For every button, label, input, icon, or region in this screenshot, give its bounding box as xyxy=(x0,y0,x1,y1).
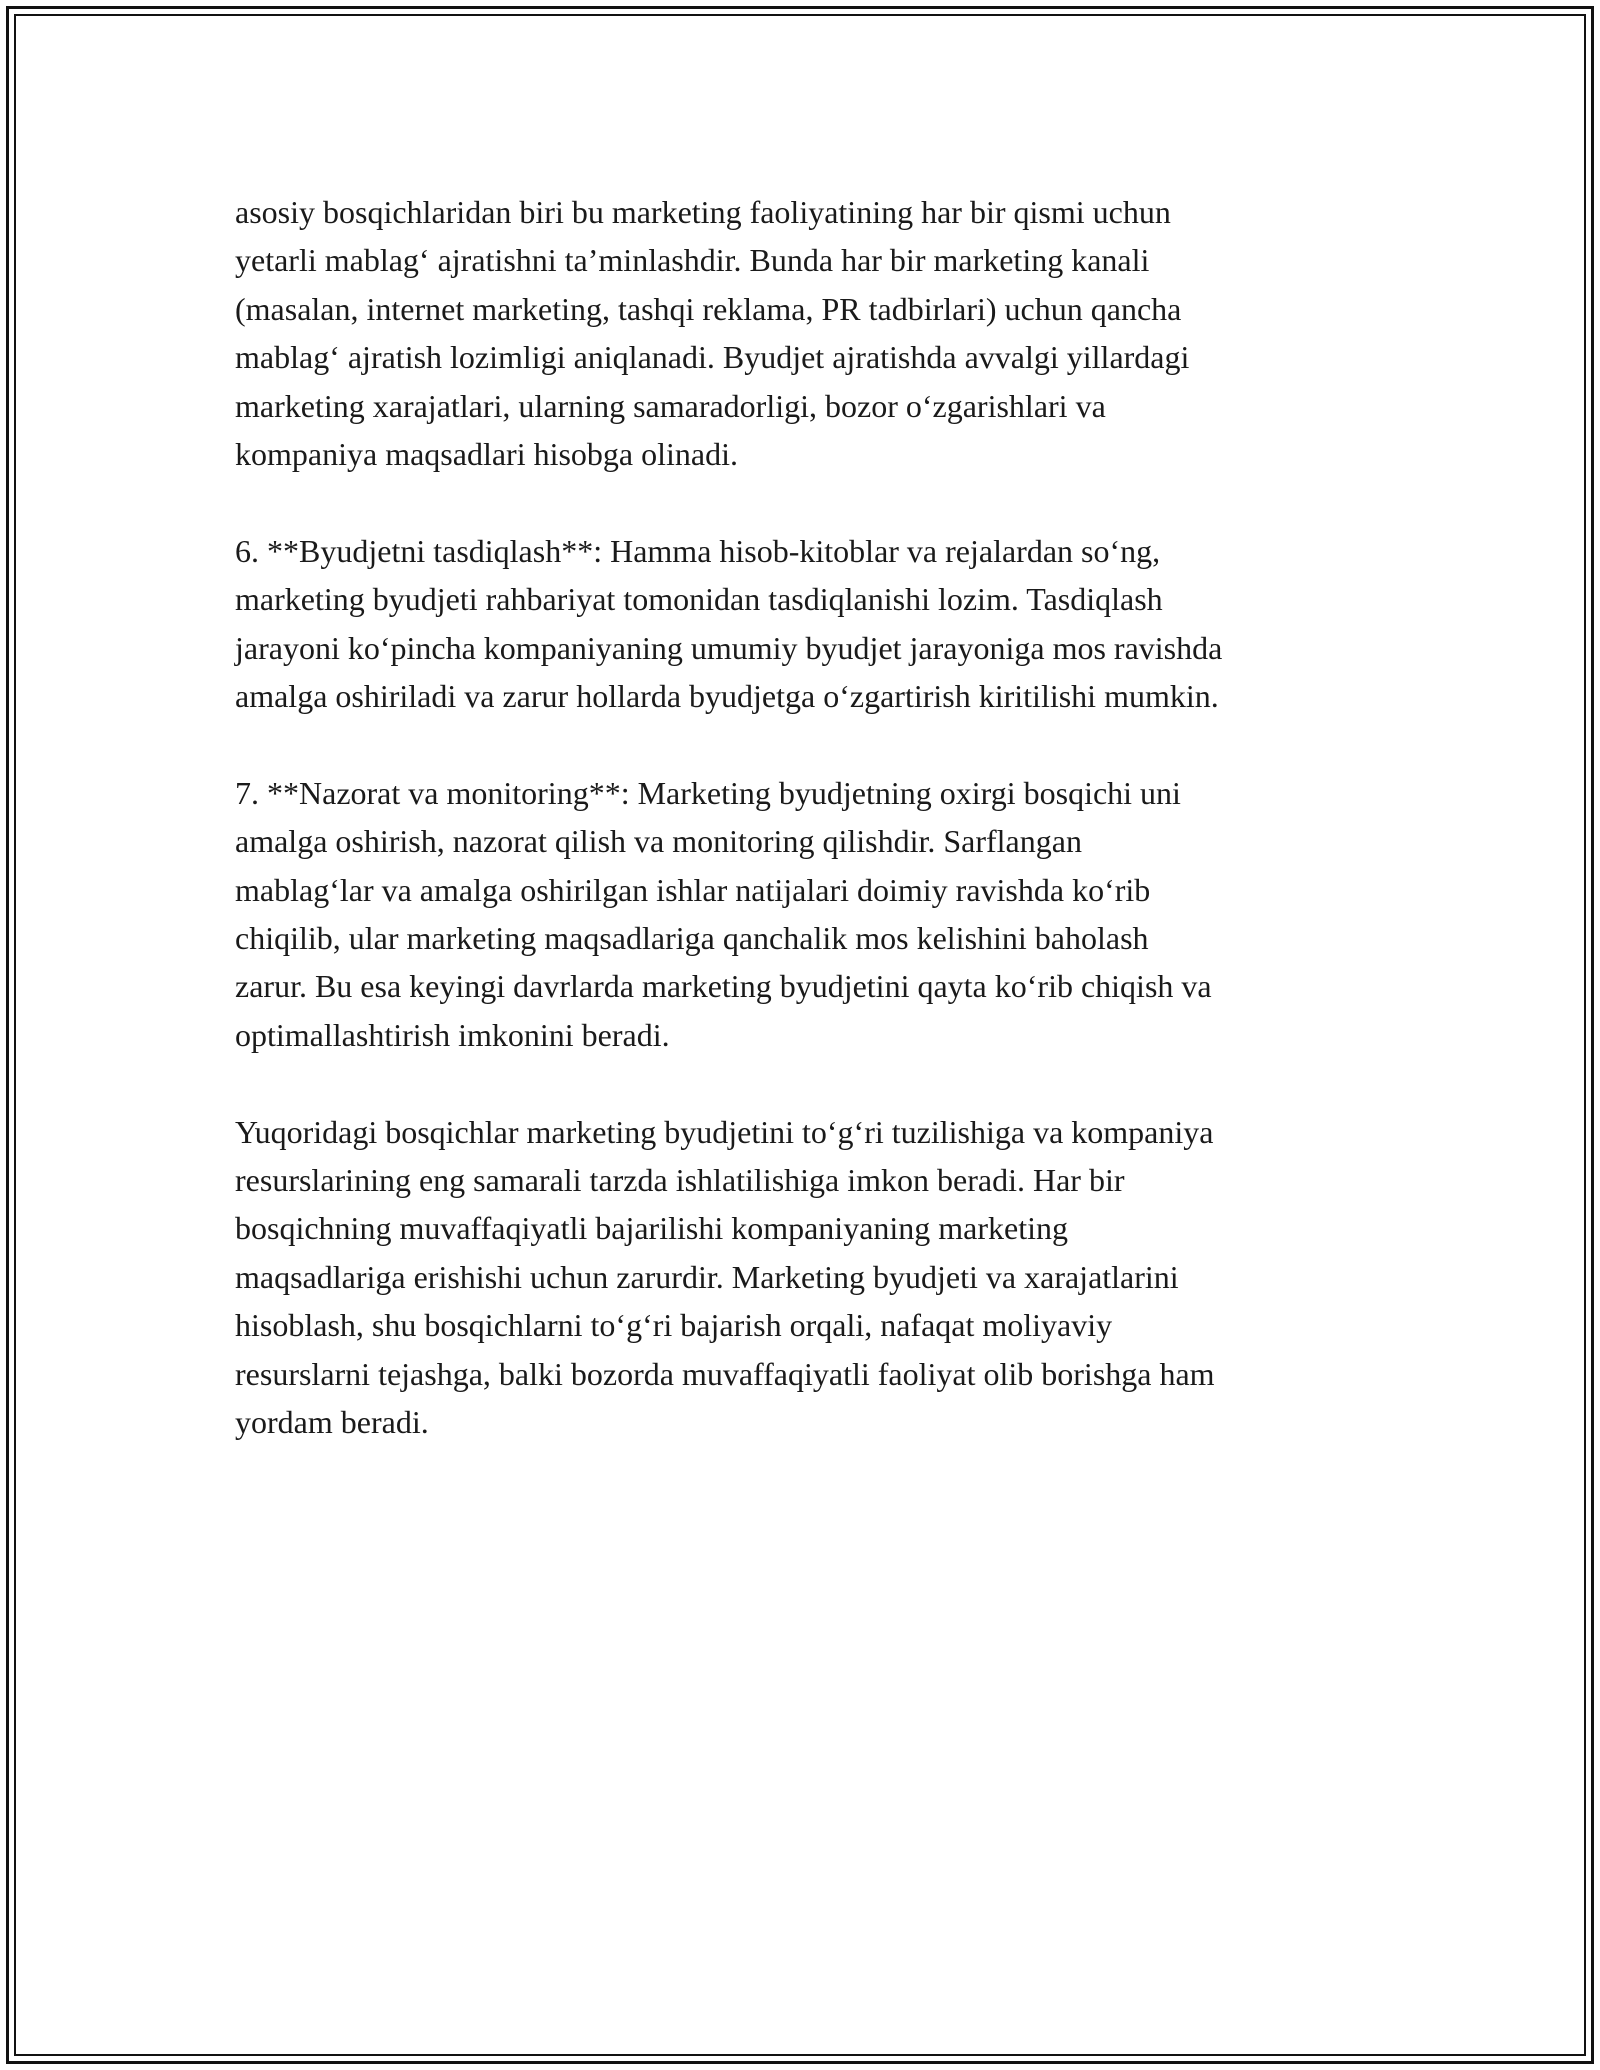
paragraph-control-monitoring: 7. **Nazorat va monitoring**: Marketing byudjetning oxirgi bosqichi uni amalga oshirish, nazorat qilish va monitoring qilishdir. Sarflangan mablag‘lar va amalga oshirilgan ishlar natijalari doimiy ravishda ko‘rib chiqilib, ular marketing maqsadlariga qanchalik mos kelishini baholash zarur. Bu esa keyingi davrlarda marketing byudjetini qayta ko‘rib chiqish va optimallashtirish imkonini beradi. xyxy=(235,774,1212,1053)
paragraph-budget-allocation: asosiy bosqichlaridan biri bu marketing faoliyatining har bir qismi uchun yetarli mablag‘ ajratishni ta’minlashdir. Bunda har bir marketing kanali (masalan, internet marketing, tashqi reklama, PR tadbirlari) uchun qancha mablag‘ ajratish lozimligi aniqlanadi. Byudjet ajratishda avvalgi yillardagi marketing xarajatlari, ularning samaradorligi, bozor o‘zgarishlari va kompaniya maqsadlari hisobga olinadi. xyxy=(235,194,1190,473)
document-body xyxy=(235,188,1395,1495)
paragraph-conclusion: Yuqoridagi bosqichlar marketing byudjetini to‘g‘ri tuzilishiga va kompaniya resurslarining eng samarali tarzda ishlatilishiga imkon beradi. Har bir bosqichning muvaffaqiyatli bajarilishi kompaniyaning marketing maqsadlariga erishishi uchun zarurdir. Marketing byudjeti va xarajatlarini hisoblash, shu bosqichlarni to‘g‘ri bajarish orqali, nafaqat moliyaviy resurslarni tejashga, balki bozorda muvaffaqiyatli faoliyat olib borishga ham yordam beradi. xyxy=(235,1113,1215,1441)
paragraph-budget-approval: 6. **Byudjetni tasdiqlash**: Hamma hisob-kitoblar va rejalardan so‘ng, marketing byudjeti rahbariyat tomonidan tasdiqlanishi lozim. Tasdiqlash jarayoni ko‘pincha kompaniyaning umumiy byudjet jarayoniga mos ravishda amalga oshiriladi va zarur hollarda byudjetga o‘zgartirish kiritilishi mumkin. xyxy=(235,532,1223,715)
